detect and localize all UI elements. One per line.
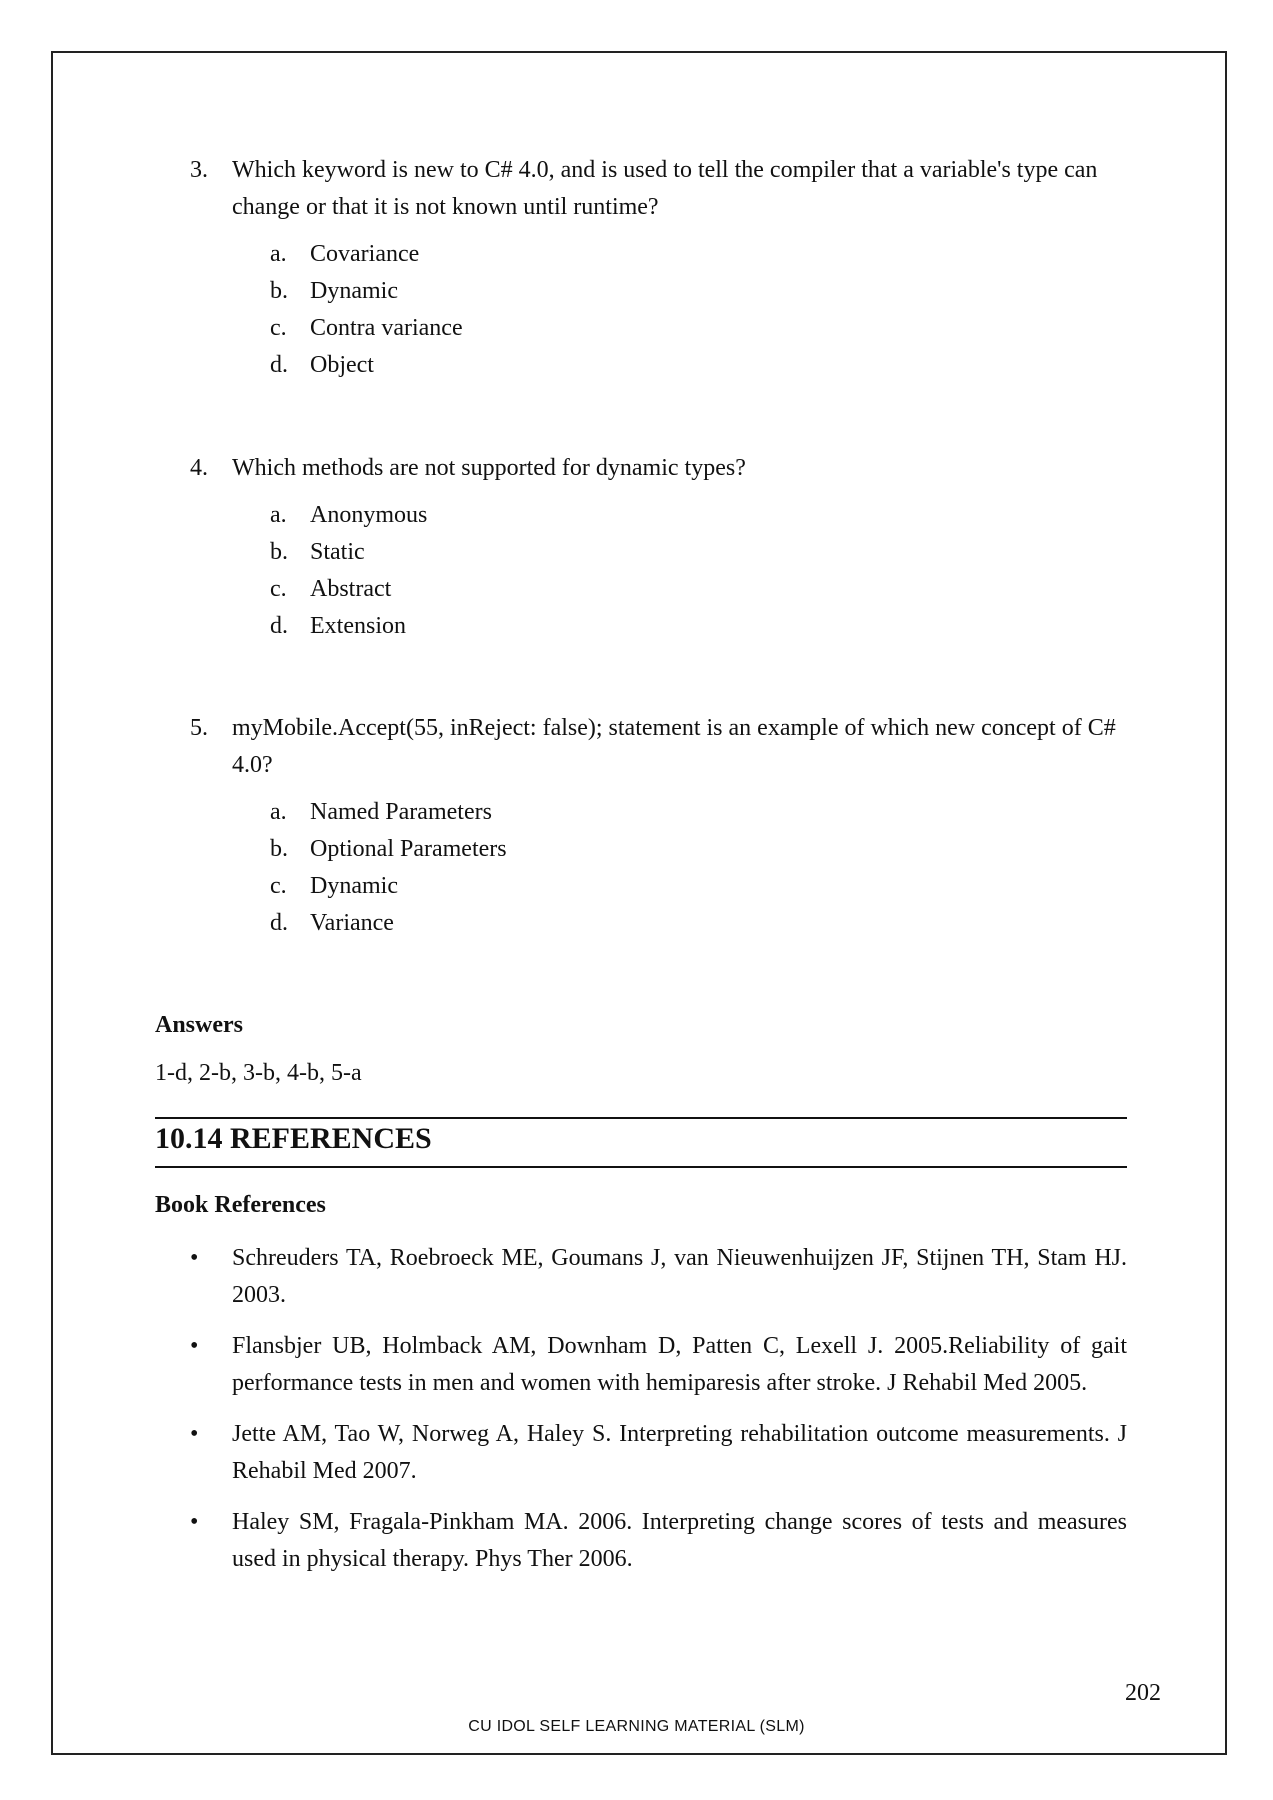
bullet-icon: • — [190, 1333, 199, 1359]
question-text: Which methods are not supported for dynamic types? — [232, 455, 746, 481]
option-text: Object — [310, 352, 374, 378]
option-item — [270, 273, 1130, 310]
option-letter: d. — [270, 910, 288, 936]
option-letter: d. — [270, 613, 288, 639]
reference-list — [190, 1240, 1127, 1592]
question-text: Which keyword is new to C# 4.0, and is used to tell the compiler that a variable's type can change or that it is not known until runtime? — [232, 157, 1098, 220]
footer-text: CU IDOL SELF LEARNING MATERIAL (SLM) — [468, 1718, 805, 1735]
option-text: Covariance — [310, 241, 420, 267]
option-letter: a. — [270, 241, 287, 267]
option-item — [270, 534, 1130, 571]
question-4 — [190, 450, 1130, 645]
question-number: 4. — [190, 455, 208, 481]
reference-text: Schreuders TA, Roebroeck ME, Goumans J, van Nieuwenhuijzen JF, Stijnen TH, Stam HJ. 2003. — [232, 1245, 1127, 1308]
reference-item — [190, 1504, 1127, 1578]
option-item — [270, 236, 1130, 273]
bullet-icon: • — [190, 1245, 199, 1271]
option-letter: d. — [270, 352, 288, 378]
option-letter: c. — [270, 315, 287, 341]
reference-text: Jette AM, Tao W, Norweg A, Haley S. Interpreting rehabilitation outcome measurements. J Rehabil Med 2007. — [232, 1421, 1127, 1484]
option-list — [270, 794, 1130, 942]
option-letter: b. — [270, 278, 288, 304]
section-title: 10.14 REFERENCES — [155, 1122, 432, 1155]
option-item — [270, 347, 1130, 384]
option-text: Extension — [310, 613, 406, 639]
question-text: myMobile.Accept(55, inReject: false); statement is an example of which new concept of C# 4.0? — [232, 715, 1116, 778]
option-text: Anonymous — [310, 502, 428, 528]
option-letter: b. — [270, 836, 288, 862]
option-list — [270, 236, 1130, 384]
option-text: Contra variance — [310, 315, 463, 341]
option-text: Static — [310, 539, 365, 565]
option-text: Abstract — [310, 576, 392, 602]
option-item — [270, 608, 1130, 645]
question-3 — [190, 152, 1130, 384]
bullet-icon: • — [190, 1509, 199, 1535]
option-letter: c. — [270, 873, 287, 899]
option-list — [270, 497, 1130, 645]
option-text: Dynamic — [310, 873, 398, 899]
reference-item — [190, 1240, 1127, 1314]
option-text: Named Parameters — [310, 799, 492, 825]
option-item — [270, 310, 1130, 347]
bullet-icon: • — [190, 1421, 199, 1447]
reference-text: Haley SM, Fragala-Pinkham MA. 2006. Interpreting change scores of tests and measures used in physical therapy. Phys Ther 2006. — [232, 1509, 1127, 1572]
section-rule-bottom — [155, 1166, 1127, 1168]
option-item — [270, 794, 1130, 831]
page-number: 202 — [1125, 1680, 1161, 1706]
option-letter: c. — [270, 576, 287, 602]
option-item — [270, 571, 1130, 608]
reference-text: Flansbjer UB, Holmback AM, Downham D, Patten C, Lexell J. 2005.Reliability of gait performance tests in men and women with hemiparesis after stroke. J Rehabil Med 2005. — [232, 1333, 1127, 1396]
option-text: Optional Parameters — [310, 836, 507, 862]
option-letter: a. — [270, 502, 287, 528]
reference-item — [190, 1328, 1127, 1402]
option-item — [270, 497, 1130, 534]
answers-heading: Answers — [155, 1012, 243, 1038]
option-text: Dynamic — [310, 278, 398, 304]
section-rule-top — [155, 1117, 1127, 1119]
question-number: 3. — [190, 157, 208, 183]
question-number: 5. — [190, 715, 208, 741]
option-letter: b. — [270, 539, 288, 565]
option-item — [270, 905, 1130, 942]
reference-item — [190, 1416, 1127, 1490]
option-item — [270, 868, 1130, 905]
answers-key: 1-d, 2-b, 3-b, 4-b, 5-a — [155, 1060, 362, 1086]
option-letter: a. — [270, 799, 287, 825]
option-item — [270, 831, 1130, 868]
question-5 — [190, 710, 1130, 942]
book-references-heading: Book References — [155, 1192, 326, 1218]
option-text: Variance — [310, 910, 394, 936]
